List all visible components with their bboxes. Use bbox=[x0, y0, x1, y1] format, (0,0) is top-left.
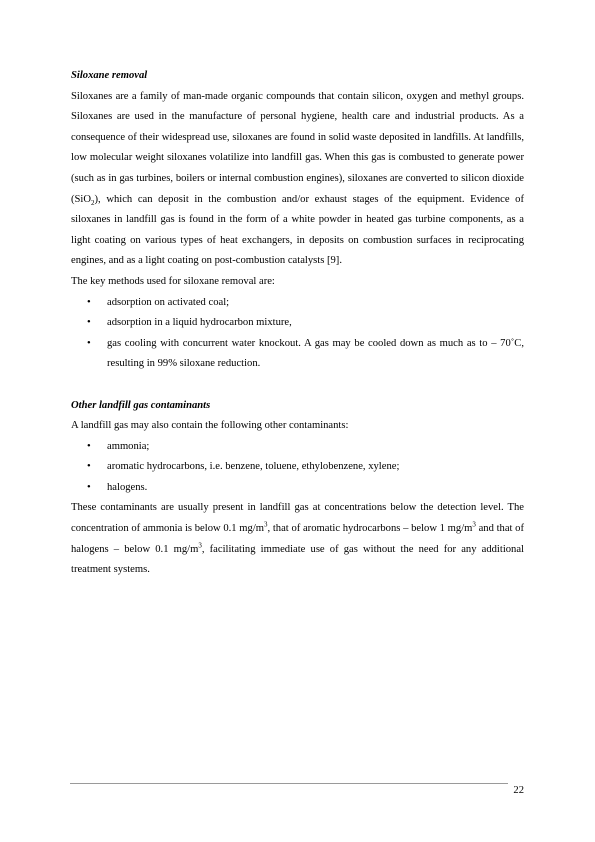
list-item-text: aromatic hydrocarbons, i.e. benzene, toluene, ethylobenzene, xylene; bbox=[107, 461, 400, 473]
siloxane-methods-list bbox=[71, 293, 524, 375]
superscript: 3 bbox=[198, 541, 202, 550]
list-item-text: ammonia; bbox=[107, 440, 150, 452]
section-heading-other-contaminants: Other landfill gas contaminants bbox=[71, 399, 211, 411]
bullet-icon: • bbox=[87, 317, 91, 329]
list-item-text: adsorption on activated coal; bbox=[107, 296, 230, 308]
bullet-icon: • bbox=[87, 481, 91, 493]
list-item bbox=[71, 478, 524, 499]
superscript: 3 bbox=[472, 520, 476, 529]
list-item-text: adsorption in a liquid hydrocarbon mixture, bbox=[107, 317, 292, 329]
bullet-icon: • bbox=[87, 337, 91, 349]
list-item-text: halogens. bbox=[107, 481, 148, 493]
list-item bbox=[71, 334, 524, 375]
list-item bbox=[71, 457, 524, 478]
page-number: 22 bbox=[513, 785, 524, 796]
list-item bbox=[71, 313, 524, 334]
list-item bbox=[71, 293, 524, 314]
footer-divider bbox=[70, 783, 508, 784]
contaminants-list bbox=[71, 437, 524, 499]
bullet-icon: • bbox=[87, 440, 91, 452]
section-spacer bbox=[71, 375, 524, 396]
section-heading-siloxane-removal: Siloxane removal bbox=[71, 70, 148, 81]
paragraph-text: Siloxanes are a family of man-made organic compounds that contain silicon, oxygen and methyl groups. Siloxanes are used in the manufacture of personal hygiene, health care and industrial products. As a consequence of their widespread use, siloxanes are found in solid waste deposited in landfills. At landfills, low molecular weight siloxanes volatilize into landfill gas. When this gas is combusted to generate power (such as in gas turbines, boilers or internal combustion engines), siloxanes are converted to silicon dioxide (SiO bbox=[71, 90, 524, 205]
contaminants-intro: A landfill gas may also contain the following other contaminants: bbox=[71, 420, 349, 432]
contaminants-paragraph bbox=[71, 498, 524, 580]
methods-intro: The key methods used for siloxane removal are: bbox=[71, 275, 275, 287]
subscript: 2 bbox=[91, 198, 95, 207]
list-item bbox=[71, 437, 524, 458]
page-content bbox=[71, 66, 524, 581]
bullet-icon: • bbox=[87, 296, 91, 308]
siloxane-paragraph bbox=[71, 87, 524, 272]
bullet-icon: • bbox=[87, 461, 91, 473]
list-item-text: gas cooling with concurrent water knockout. A gas may be cooled down as much as to – 70˚C, resulting in 99% siloxane reduction. bbox=[107, 337, 524, 370]
paragraph-text: , that of aromatic hydrocarbons – below 1 mg/m bbox=[267, 523, 473, 535]
superscript: 3 bbox=[264, 520, 268, 529]
paragraph-text: and that of halogens – below 0.1 mg/m bbox=[71, 523, 524, 555]
paragraph-text: , facilitating immediate use of gas without the need for any additional treatment systems. bbox=[71, 543, 524, 576]
paragraph-text: ), which can deposit in the combustion and/or exhaust stages of the equipment. Evidence of siloxanes in landfill gas is found in the form of a white powder in heated gas turbine components, as a light coating on various types of heat exchangers, in deposits on combustion surfaces in reciprocating engines, and as a light coating on post-combustion catalysts [9]. bbox=[71, 193, 524, 267]
paragraph-text: These contaminants are usually present in landfill gas at concentrations below the detection level. The concentration of ammonia is below 0.1 mg/m bbox=[71, 502, 524, 535]
